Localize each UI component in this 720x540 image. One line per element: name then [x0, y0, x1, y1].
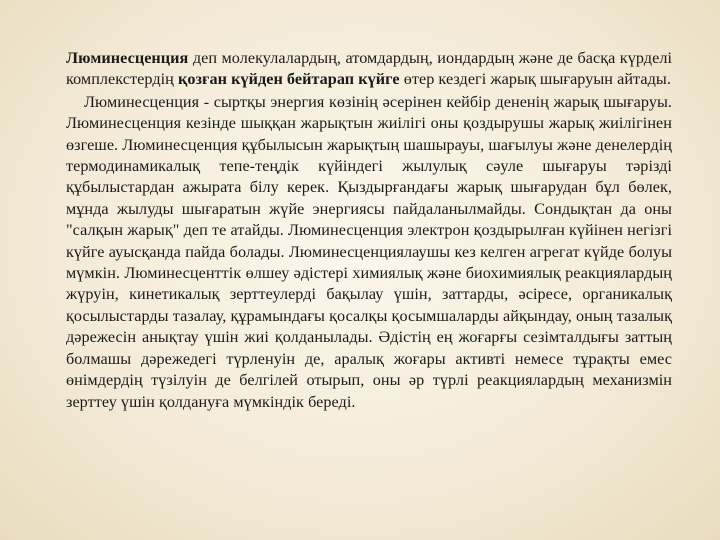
slide-content	[66, 48, 672, 413]
definition-paragraph	[66, 48, 672, 91]
definition-emphasis: қозған күйден бейтарап күйге	[177, 70, 400, 89]
definition-text-a: деп молекулалардың, атомдардың, иондардың және де басқа күрделі комплекстердің	[66, 49, 672, 89]
term-luminescence: Люминесценция	[66, 49, 193, 67]
body-paragraph: Люминесценция - сыртқы энергия көзінің әсерінен кейбір дененің жарық шығаруы. Люминесценция кезінде шыққан жарықтын жиілігі оны қоздырушы жарық жиілігінен өзгеше. Люминесценция құбылысын жарықтың шашырауы, шағылуы және денелердің термодинамикалық тепе-теңдік күйіндегі жылулық сәуле шығаруы тәрізді құбылыстардан ажырата білу керек. Қыздырғандағы жарық шығарудан бұл бөлек, мұнда жылуды шығаратын жүйе энергиясы пайдаланылмайды. Сондықтан да оны "салқын жарық" деп те атайды. Люминесценция электрон қоздырылған күйінен негізгі күйге ауысқанда пайда болады. Люминесценциялаушы кез келген агрегат күйде болуы мүмкін. Люминесценттік өлшеу әдістері химиялық және биохимиялық реакциялардың жүруін, кинетикалық зерттеулерді бақылау үшін, заттарды, әсіресе, органикалық қосылыстарды тазалау, құрамындағы қосалқы қосымшаларды айқындау, оның тазалық дәрежесін анықтау үшін жиі қолданылады. Әдістің ең жоғарғы сезімталдығы заттың болмашы дәрежедегі түрленуін де, аралық жоғары активті немесе тұрақты емес өнімдердің түзілуін де белгілей отырып, оны әр түрлі реакциялардың механизмін зерттеу үшін қолдануға мүмкіндік береді.	[66, 92, 672, 411]
definition-text-b: өтер кездегі жарық шығаруын айтады.	[399, 70, 671, 89]
